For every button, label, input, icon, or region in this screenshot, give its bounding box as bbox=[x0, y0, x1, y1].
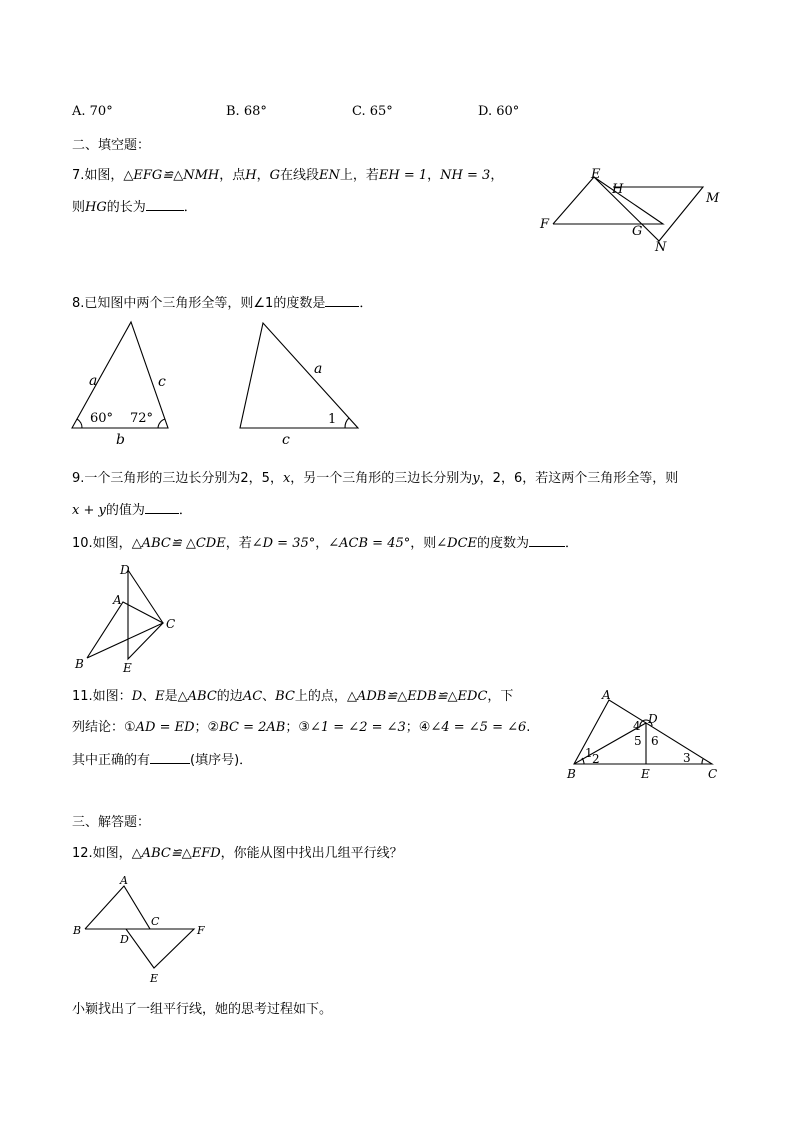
q11-text: 的边 bbox=[216, 689, 243, 704]
q11-text: 其中正确的有 bbox=[72, 753, 151, 768]
q11-math: E bbox=[155, 689, 165, 704]
label-b: B bbox=[567, 767, 576, 781]
label-f: F bbox=[197, 924, 205, 937]
label-e: E bbox=[150, 972, 159, 985]
label-n: N bbox=[655, 240, 667, 255]
triangle-nmh bbox=[594, 177, 703, 241]
q11-math: △ABC bbox=[177, 689, 217, 704]
q7-text: 7.如图， bbox=[72, 168, 124, 183]
label-m: M bbox=[706, 191, 720, 206]
q9-math: y bbox=[472, 471, 480, 486]
q9-math: x bbox=[282, 471, 291, 486]
q10-line bbox=[72, 534, 578, 552]
triangle-efd bbox=[126, 929, 194, 968]
q11-math: D bbox=[131, 689, 143, 704]
q11-text: . bbox=[526, 720, 531, 735]
label-f: F bbox=[540, 217, 550, 232]
angle-1: 1 bbox=[328, 412, 337, 427]
label-b: B bbox=[75, 657, 84, 671]
q11-math: △ADB≌△EDB≌△EDC bbox=[346, 689, 488, 704]
answer-blank bbox=[145, 501, 179, 514]
q10-text: ． bbox=[565, 536, 579, 551]
q11-line-2 bbox=[72, 720, 530, 736]
q10-text: ，则 bbox=[410, 536, 437, 551]
q11-text: ；② bbox=[194, 720, 220, 735]
q7-text: 上，若 bbox=[339, 168, 379, 183]
label-b: B bbox=[73, 924, 82, 937]
triangle-abc bbox=[85, 886, 150, 929]
option-c: C. 65° bbox=[352, 104, 393, 119]
q9-text: ，另一个三角形的三边长分别为 bbox=[290, 471, 473, 486]
q7-math: G bbox=[269, 168, 280, 183]
q12-figure bbox=[70, 873, 220, 988]
label-a-left: a bbox=[89, 373, 98, 389]
q12-math: △ABC≌△EFD bbox=[131, 846, 221, 861]
q9-math: x + y bbox=[72, 503, 106, 518]
q8-figure bbox=[60, 318, 380, 448]
q11-math: BC = 2AB bbox=[219, 720, 286, 735]
label-c: C bbox=[151, 915, 160, 928]
answer-blank bbox=[325, 294, 359, 307]
angle-4: 4 bbox=[633, 719, 641, 733]
angle-2: 2 bbox=[592, 752, 600, 766]
q11-text: ；④ bbox=[405, 720, 431, 735]
q11-text: ，下 bbox=[487, 689, 514, 704]
q11-text: ；③ bbox=[285, 720, 310, 735]
label-c-right: c bbox=[282, 432, 290, 448]
q7-math: HG bbox=[85, 200, 107, 215]
triangle-efg bbox=[553, 177, 663, 224]
q9-line-1 bbox=[72, 471, 678, 487]
q11-text: 、 bbox=[142, 689, 156, 704]
angle-6: 6 bbox=[651, 734, 659, 748]
q7-text: 在线段 bbox=[279, 168, 319, 183]
section-2-title: 二、填空题： bbox=[72, 138, 151, 153]
option-b: B. 68° bbox=[226, 104, 267, 119]
q7-math: NH = 3 bbox=[440, 168, 491, 183]
answer-blank bbox=[529, 534, 565, 547]
q11-math: BC bbox=[275, 689, 295, 704]
q7-text: 的长为 bbox=[106, 200, 146, 215]
q11-math: AD = ED bbox=[135, 720, 195, 735]
q7-figure bbox=[535, 165, 725, 260]
triangle-abc bbox=[87, 602, 163, 658]
label-e: E bbox=[591, 167, 601, 182]
q7-math: H bbox=[245, 168, 257, 183]
q9-text: 的值为 bbox=[105, 503, 145, 518]
q11-math: ∠1 = ∠2 = ∠3 bbox=[309, 720, 406, 735]
q7-text: ． bbox=[183, 200, 197, 215]
angle-arc-72 bbox=[158, 419, 165, 428]
q9-text: ． bbox=[178, 503, 192, 518]
q10-math: ∠D = 35° bbox=[251, 536, 316, 551]
label-d: D bbox=[120, 563, 130, 577]
answer-blank bbox=[150, 751, 190, 764]
label-b: b bbox=[116, 432, 125, 448]
answer-blank bbox=[146, 198, 184, 211]
triangle-left bbox=[72, 322, 168, 428]
label-a: A bbox=[113, 593, 122, 607]
q12-text: 12.如图， bbox=[72, 846, 132, 861]
option-d: D. 60° bbox=[478, 104, 520, 119]
q11-figure bbox=[562, 688, 727, 782]
q11-text: 是 bbox=[164, 689, 178, 704]
q10-math: ∠ACB = 45° bbox=[328, 536, 411, 551]
q11-text: 列结论：① bbox=[72, 720, 136, 735]
angle-5: 5 bbox=[634, 734, 642, 748]
q7-line-2 bbox=[72, 198, 197, 216]
q7-text: 则 bbox=[72, 200, 86, 215]
q7-text: ， bbox=[256, 168, 270, 183]
q11-math: AC bbox=[242, 689, 263, 704]
label-a: A bbox=[602, 688, 611, 702]
q11-text: 上的点， bbox=[294, 689, 347, 704]
angle-72: 72° bbox=[130, 411, 154, 426]
q10-text: ， bbox=[315, 536, 329, 551]
q11-line-1 bbox=[72, 689, 513, 705]
label-d: D bbox=[120, 933, 129, 946]
q12-line bbox=[72, 846, 403, 862]
label-g: G bbox=[632, 224, 643, 239]
q7-math: EH = 1 bbox=[378, 168, 428, 183]
label-e: E bbox=[123, 661, 132, 675]
angle-60: 60° bbox=[90, 411, 114, 426]
q10-text: 的度数为 bbox=[477, 536, 530, 551]
label-c: C bbox=[166, 617, 176, 631]
label-h: H bbox=[612, 182, 624, 197]
q11-text: (填序号)． bbox=[190, 753, 253, 768]
q8-text: ． bbox=[359, 296, 373, 311]
q9-text: 9.一个三角形的三边长分别为2，5， bbox=[72, 471, 283, 486]
option-a: A. 70° bbox=[72, 104, 113, 119]
q10-math: △ABC≌ △CDE bbox=[131, 536, 226, 551]
angle-arc-1 bbox=[345, 418, 349, 428]
q7-text: ， bbox=[490, 168, 504, 183]
q7-math: △EFG≌△NMH bbox=[123, 168, 220, 183]
q10-figure bbox=[70, 560, 190, 678]
section-3-title: 三、解答题： bbox=[72, 815, 151, 830]
q7-math: EN bbox=[319, 168, 340, 183]
angle-arc-c bbox=[702, 759, 703, 764]
triangle-right bbox=[240, 323, 358, 428]
label-c: C bbox=[708, 767, 718, 781]
triangle-cde bbox=[128, 570, 163, 659]
label-d: D bbox=[648, 712, 658, 726]
q12-text: ，你能从图中找出几组平行线？ bbox=[220, 846, 403, 861]
q11-line-3 bbox=[72, 751, 252, 769]
q11-text: 11.如图： bbox=[72, 689, 132, 704]
q11-math: ∠4 = ∠5 = ∠6 bbox=[430, 720, 527, 735]
q7-text: ， bbox=[427, 168, 441, 183]
q10-math: ∠DCE bbox=[436, 536, 478, 551]
q11-text: 、 bbox=[262, 689, 276, 704]
q10-text: ，若 bbox=[225, 536, 252, 551]
q9-text: ，2，6，若这两个三角形全等，则 bbox=[479, 471, 679, 486]
q9-line-2 bbox=[72, 501, 192, 519]
q7-line-1 bbox=[72, 168, 503, 184]
label-c-left: c bbox=[158, 374, 166, 390]
q10-text: 10.如图， bbox=[72, 536, 132, 551]
q7-text: ，点 bbox=[219, 168, 246, 183]
label-e: E bbox=[641, 767, 650, 781]
q8-text: 8.已知图中两个三角形全等，则∠1的度数是 bbox=[72, 296, 326, 311]
angle-3: 3 bbox=[683, 751, 691, 765]
label-a: A bbox=[120, 874, 128, 887]
closing-text: 小颖找出了一组平行线，她的思考过程如下。 bbox=[72, 1002, 333, 1017]
angle-1: 1 bbox=[585, 746, 593, 760]
q8-line bbox=[72, 294, 372, 312]
label-a-right: a bbox=[314, 361, 323, 377]
angle-arc-60 bbox=[77, 419, 82, 428]
